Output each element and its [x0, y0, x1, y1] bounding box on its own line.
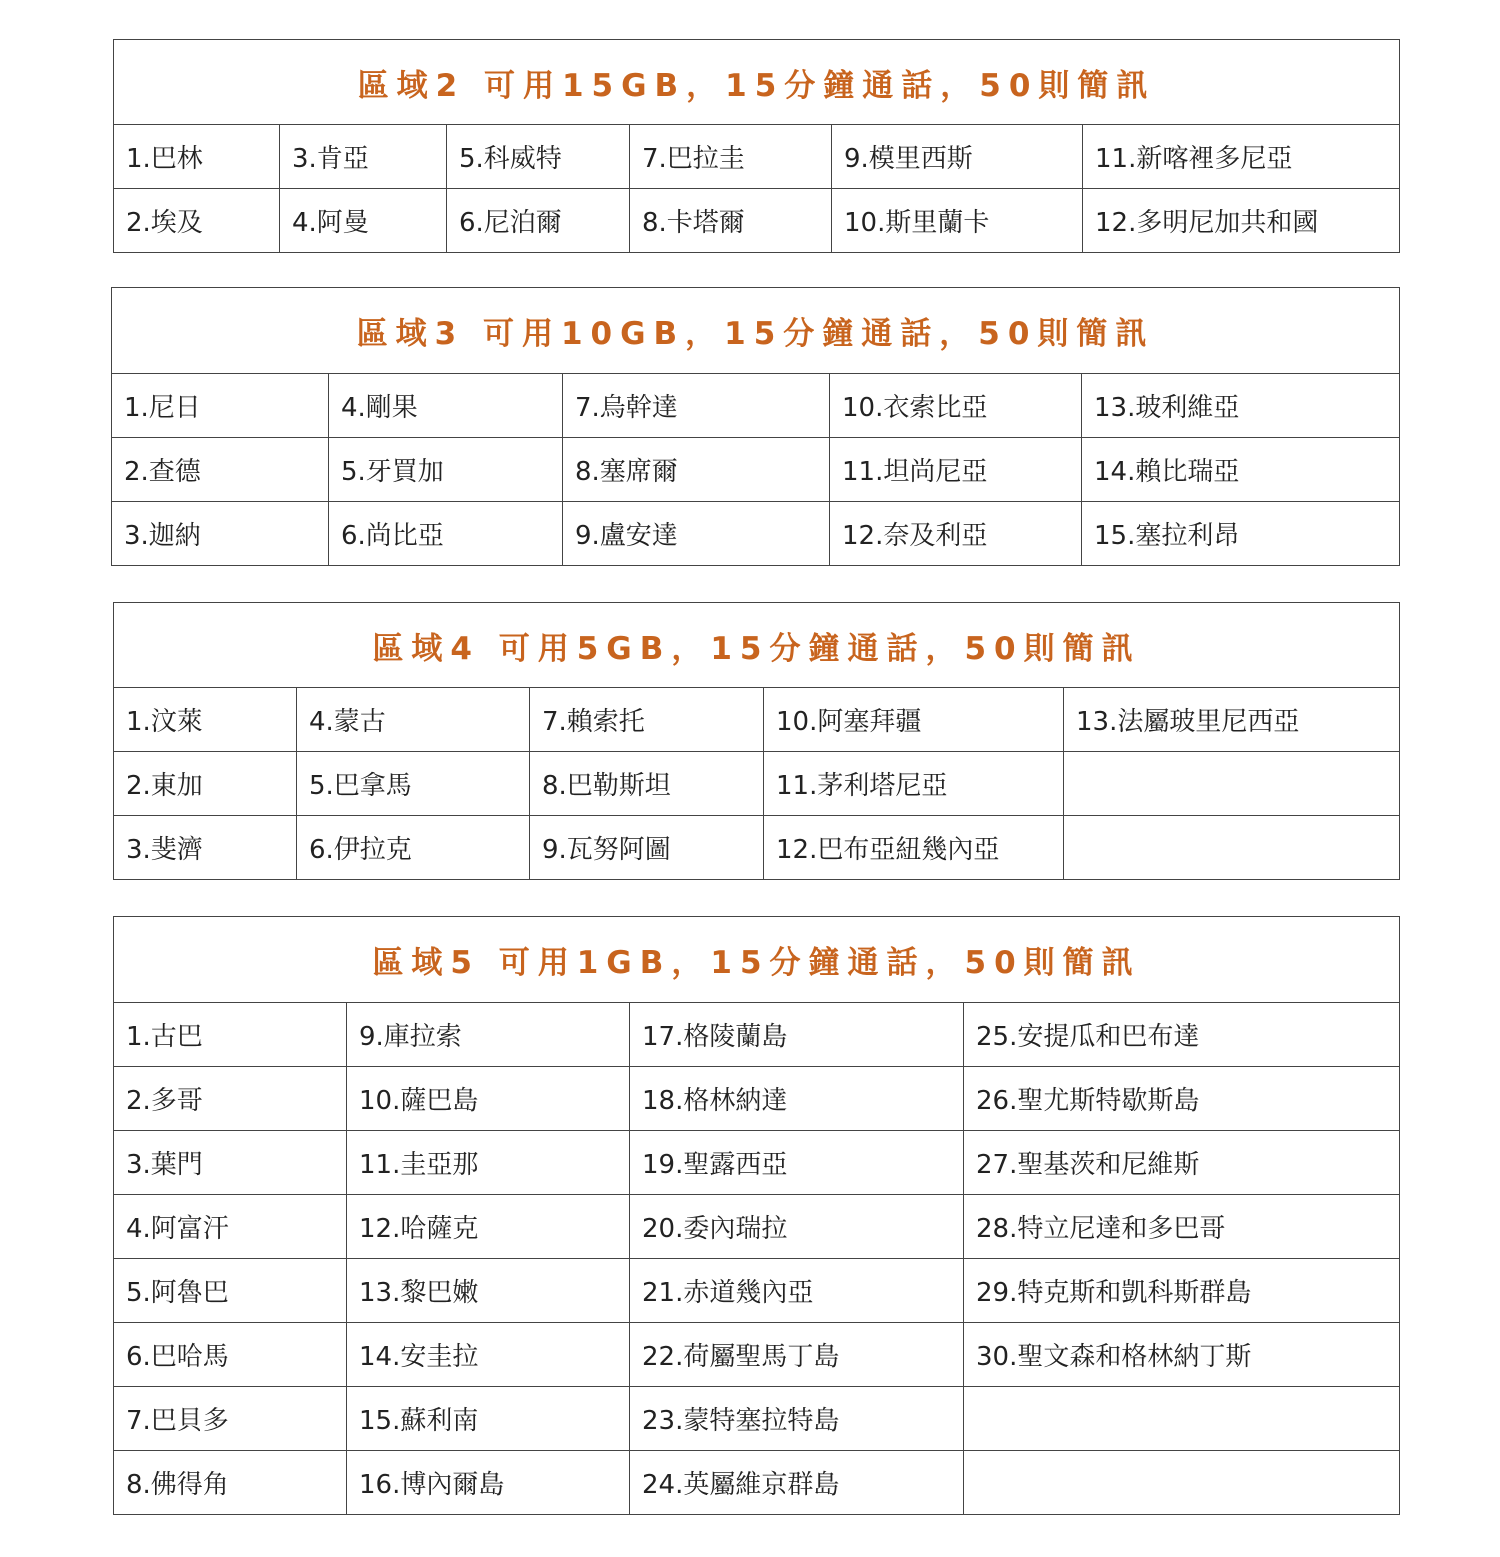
country-cell: 9.盧安達 [563, 502, 830, 566]
country-cell: 2.多哥 [114, 1067, 347, 1131]
country-cell: 14.安圭拉 [347, 1323, 630, 1387]
zone-3-table [111, 287, 1400, 566]
table-row [114, 189, 1400, 253]
country-cell: 10.薩巴島 [347, 1067, 630, 1131]
country-cell: 23.蒙特塞拉特島 [630, 1387, 964, 1451]
country-cell: 11.茅利塔尼亞 [764, 752, 1064, 816]
country-cell: 12.多明尼加共和國 [1083, 189, 1400, 253]
country-cell: 2.埃及 [114, 189, 280, 253]
table-row [114, 1323, 1400, 1387]
country-cell: 1.汶萊 [114, 688, 297, 752]
country-cell: 20.委內瑞拉 [630, 1195, 964, 1259]
country-cell: 8.塞席爾 [563, 438, 830, 502]
country-cell: 4.阿富汗 [114, 1195, 347, 1259]
country-cell: 6.尚比亞 [329, 502, 563, 566]
country-cell: 9.庫拉索 [347, 1003, 630, 1067]
empty-cell [1064, 816, 1400, 880]
empty-cell [964, 1451, 1400, 1515]
table-row [114, 816, 1400, 880]
country-cell: 7.賴索托 [530, 688, 764, 752]
zone-3-title: 區域3 可用10GB，15分鐘通話，50則簡訊 [112, 288, 1400, 374]
country-cell: 28.特立尼達和多巴哥 [964, 1195, 1400, 1259]
zone-2-table [113, 39, 1400, 253]
country-cell: 8.卡塔爾 [630, 189, 832, 253]
country-cell: 4.剛果 [329, 374, 563, 438]
country-cell: 11.坦尚尼亞 [830, 438, 1082, 502]
country-cell: 6.伊拉克 [297, 816, 530, 880]
country-cell: 1.巴林 [114, 125, 280, 189]
country-cell: 24.英屬維京群島 [630, 1451, 964, 1515]
country-cell: 1.古巴 [114, 1003, 347, 1067]
country-cell: 5.巴拿馬 [297, 752, 530, 816]
table-row [114, 752, 1400, 816]
country-cell: 15.塞拉利昂 [1082, 502, 1400, 566]
country-cell: 5.阿魯巴 [114, 1259, 347, 1323]
country-cell: 5.科威特 [447, 125, 630, 189]
country-cell: 1.尼日 [112, 374, 329, 438]
country-cell: 22.荷屬聖馬丁島 [630, 1323, 964, 1387]
country-cell: 6.尼泊爾 [447, 189, 630, 253]
zone-5-title: 區域5 可用1GB，15分鐘通話，50則簡訊 [114, 917, 1400, 1003]
country-cell: 11.新喀裡多尼亞 [1083, 125, 1400, 189]
country-cell: 11.圭亞那 [347, 1131, 630, 1195]
country-cell: 14.賴比瑞亞 [1082, 438, 1400, 502]
table-row [114, 1387, 1400, 1451]
empty-cell [964, 1387, 1400, 1451]
empty-cell [1064, 752, 1400, 816]
zone-2-title: 區域2 可用15GB，15分鐘通話，50則簡訊 [114, 40, 1400, 125]
country-cell: 8.巴勒斯坦 [530, 752, 764, 816]
country-cell: 15.蘇利南 [347, 1387, 630, 1451]
country-cell: 3.葉門 [114, 1131, 347, 1195]
table-row [114, 1067, 1400, 1131]
country-cell: 12.奈及利亞 [830, 502, 1082, 566]
country-cell: 4.阿曼 [280, 189, 447, 253]
country-cell: 4.蒙古 [297, 688, 530, 752]
country-cell: 27.聖基茨和尼維斯 [964, 1131, 1400, 1195]
country-cell: 3.斐濟 [114, 816, 297, 880]
country-cell: 6.巴哈馬 [114, 1323, 347, 1387]
country-cell: 13.玻利維亞 [1082, 374, 1400, 438]
country-cell: 25.安提瓜和巴布達 [964, 1003, 1400, 1067]
country-cell: 16.博內爾島 [347, 1451, 630, 1515]
country-cell: 19.聖露西亞 [630, 1131, 964, 1195]
country-cell: 3.迦納 [112, 502, 329, 566]
country-cell: 29.特克斯和凱科斯群島 [964, 1259, 1400, 1323]
country-cell: 30.聖文森和格林納丁斯 [964, 1323, 1400, 1387]
country-cell: 10.阿塞拜疆 [764, 688, 1064, 752]
country-cell: 9.瓦努阿圖 [530, 816, 764, 880]
table-row [114, 125, 1400, 189]
table-row [114, 1259, 1400, 1323]
country-cell: 26.聖尤斯特歇斯島 [964, 1067, 1400, 1131]
table-row [112, 502, 1400, 566]
country-cell: 8.佛得角 [114, 1451, 347, 1515]
country-cell: 5.牙買加 [329, 438, 563, 502]
country-cell: 3.肯亞 [280, 125, 447, 189]
country-cell: 7.巴拉圭 [630, 125, 832, 189]
table-row [114, 1131, 1400, 1195]
country-cell: 21.赤道幾內亞 [630, 1259, 964, 1323]
country-cell: 13.法屬玻里尼西亞 [1064, 688, 1400, 752]
country-cell: 17.格陵蘭島 [630, 1003, 964, 1067]
zone-5-table [113, 916, 1400, 1515]
country-cell: 2.查德 [112, 438, 329, 502]
table-row [114, 688, 1400, 752]
country-cell: 18.格林納達 [630, 1067, 964, 1131]
table-row [114, 1451, 1400, 1515]
country-cell: 12.巴布亞紐幾內亞 [764, 816, 1064, 880]
country-cell: 7.烏幹達 [563, 374, 830, 438]
zone-4-table [113, 602, 1400, 880]
table-row [114, 1195, 1400, 1259]
country-cell: 2.東加 [114, 752, 297, 816]
table-row [112, 374, 1400, 438]
country-cell: 13.黎巴嫩 [347, 1259, 630, 1323]
table-row [114, 1003, 1400, 1067]
country-cell: 10.斯里蘭卡 [832, 189, 1083, 253]
country-cell: 10.衣索比亞 [830, 374, 1082, 438]
country-cell: 7.巴貝多 [114, 1387, 347, 1451]
table-row [112, 438, 1400, 502]
country-cell: 9.模里西斯 [832, 125, 1083, 189]
zone-4-title: 區域4 可用5GB，15分鐘通話，50則簡訊 [114, 603, 1400, 688]
country-cell: 12.哈薩克 [347, 1195, 630, 1259]
